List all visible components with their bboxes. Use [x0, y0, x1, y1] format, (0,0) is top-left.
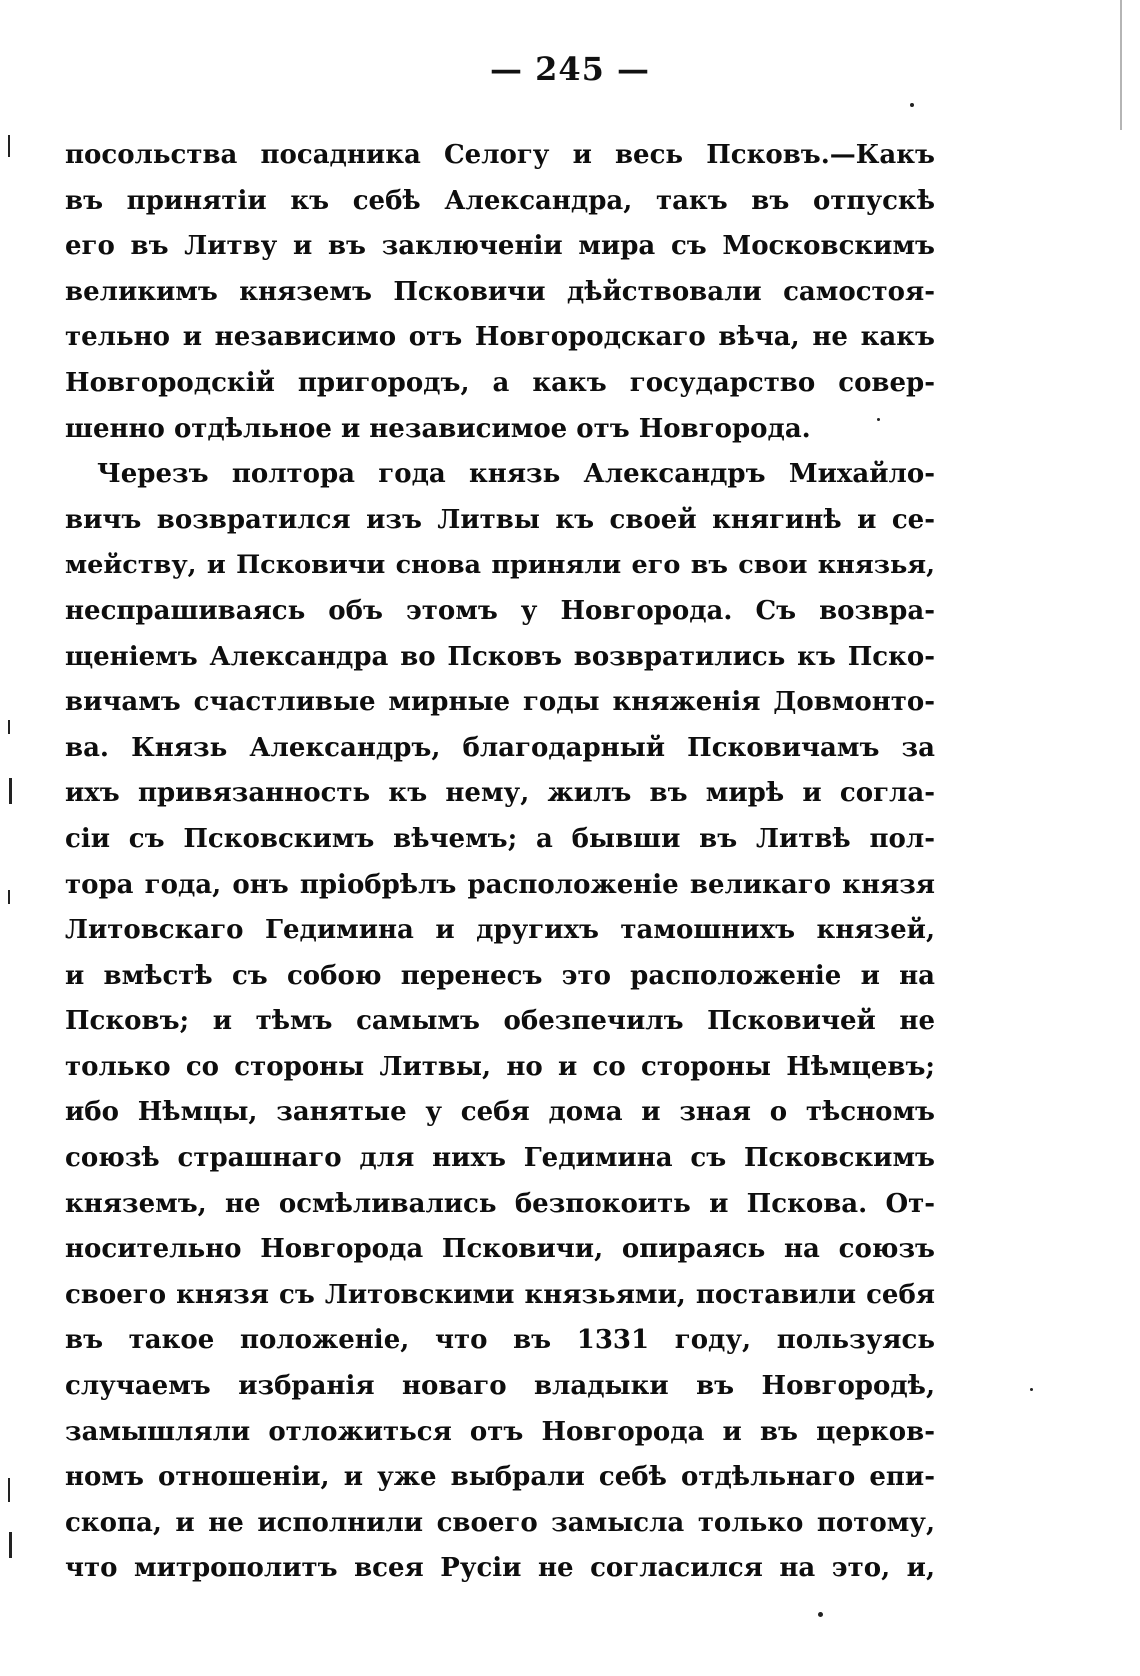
- page-number: — 245 —: [489, 50, 651, 88]
- scan-artifact-left-tick: [8, 135, 10, 157]
- text-line: великимъ княземъ Псковичи дѣйствовали самостоя-: [65, 276, 935, 307]
- text-line: въ такое положеніе, что въ 1331 году, пользуясь: [65, 1325, 935, 1356]
- text-line: ихъ привязанность къ нему, жилъ въ мирѣ и согла-: [65, 778, 935, 809]
- text-line: тельно и независимо отъ Новгородскаго вѣча, не какъ: [65, 322, 935, 353]
- text-line: носительно Новгорода Псковичи, опираясь на союзъ: [65, 1234, 935, 1265]
- scan-artifact-left-tick: [9, 1532, 12, 1558]
- text-line: въ принятіи къ себѣ Александра, такъ въ отпускѣ: [65, 185, 935, 216]
- scan-artifact-speck: [910, 103, 914, 107]
- text-line: Черезъ полтора года князь Александръ Михайло-: [97, 459, 935, 490]
- text-line: скопа, и не исполнили своего замысла только потому,: [65, 1507, 935, 1538]
- text-line: что митрополитъ всея Русіи не согласился на это, и,: [65, 1553, 935, 1584]
- text-line: шенно отдѣльное и независимое отъ Новгорода.: [65, 413, 811, 444]
- text-line: неспрашиваясь объ этомъ у Новгорода. Съ возвра-: [65, 595, 935, 626]
- text-line: номъ отношеніи, и уже выбрали себѣ отдѣльнаго епи-: [65, 1462, 935, 1493]
- text-line: своего князя съ Литовскими князьями, поставили себя: [65, 1279, 935, 1310]
- text-line: вичъ возвратился изъ Литвы къ своей княгинѣ и се-: [65, 504, 935, 535]
- text-line: случаемъ избранія новаго владыки въ Новгородѣ,: [65, 1371, 935, 1402]
- text-line: замышляли отложиться отъ Новгорода и въ церков-: [65, 1416, 935, 1447]
- text-line: вичамъ счастливые мирные годы княженія Довмонто-: [65, 687, 935, 718]
- text-line: мейству, и Псковичи снова приняли его въ свои князья,: [65, 550, 935, 581]
- text-line: Псковъ; и тѣмъ самымъ обезпечилъ Псковичей не: [65, 1006, 935, 1037]
- scan-artifact-speck: [877, 418, 880, 421]
- scan-artifact-right-line: [1120, 0, 1122, 130]
- text-line: и вмѣстѣ съ собою перенесъ это расположеніе и на: [65, 960, 935, 991]
- scan-artifact-left-tick: [8, 1478, 10, 1502]
- text-line: сіи съ Псковскимъ вѣчемъ; а бывши въ Литвѣ пол-: [65, 823, 935, 854]
- text-line: Новгородскій пригородъ, а какъ государство совер-: [65, 367, 935, 398]
- text-line: щеніемъ Александра во Псковъ возвратились къ Пско-: [65, 641, 935, 672]
- scan-artifact-left-tick: [8, 890, 10, 904]
- text-line: ибо Нѣмцы, занятые у себя дома и зная о тѣсномъ: [65, 1097, 935, 1128]
- scan-artifact-left-tick: [8, 720, 10, 734]
- text-line: княземъ, не осмѣливались безпокоить и Пскова. От-: [65, 1188, 935, 1219]
- text-line: только со стороны Литвы, но и со стороны Нѣмцевъ;: [65, 1051, 935, 1082]
- scan-artifact-speck: [818, 1612, 823, 1617]
- text-line: тора года, онъ пріобрѣлъ расположеніе великаго князя: [65, 869, 935, 900]
- scan-artifact-left-tick: [9, 778, 12, 804]
- scan-artifact-speck: [1030, 1388, 1033, 1391]
- text-line: его въ Литву и въ заключеніи мира съ Московскимъ: [65, 231, 935, 262]
- text-line: посольства посадника Селогу и весь Псковъ.—Какъ: [65, 140, 935, 170]
- text-line: ва. Князь Александръ, благодарный Псковичамъ за: [65, 732, 935, 763]
- text-line: Литовскаго Гедимина и другихъ тамошнихъ князей,: [65, 915, 935, 946]
- text-line: союзѣ страшнаго для нихъ Гедимина съ Псковскимъ: [65, 1143, 935, 1174]
- body-text: [65, 133, 935, 1592]
